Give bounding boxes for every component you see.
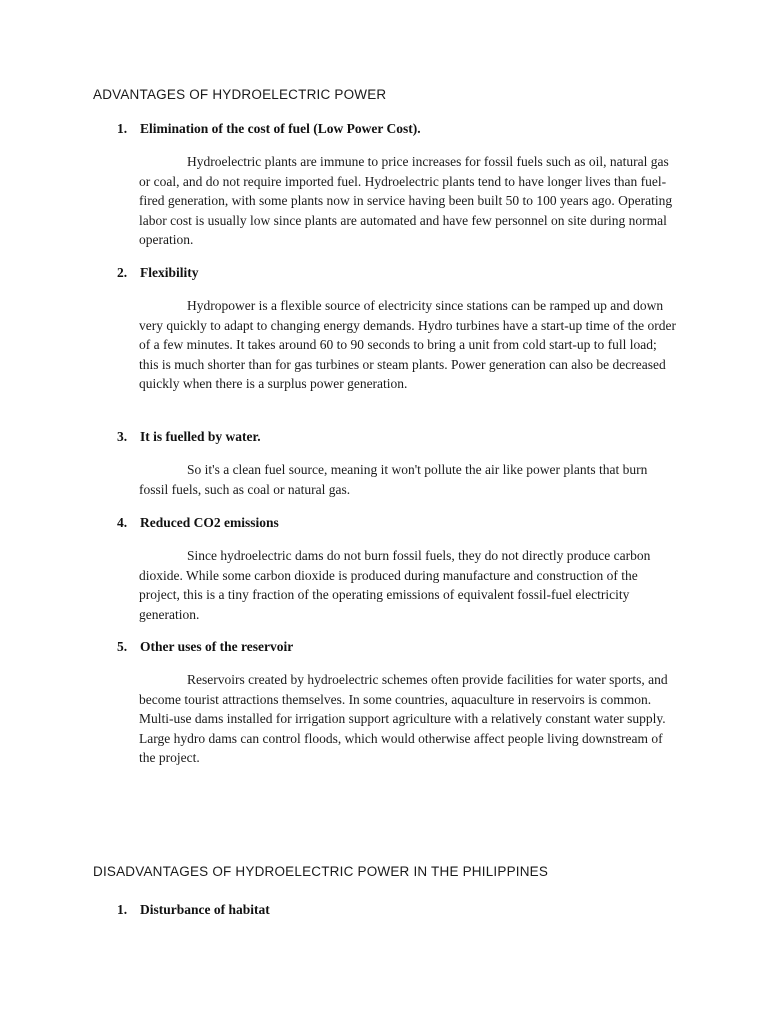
- item-title-text: It is fuelled by water.: [140, 429, 261, 444]
- item-number: 2.: [117, 265, 128, 280]
- advantage-item-2-title: [117, 265, 199, 281]
- advantage-item-4-body: Since hydroelectric dams do not burn fossil fuels, they do not directly produce carbon dioxide. While some carbon dioxide is produced during manufacture and construction of the project, this is a tiny fraction of the operating emissions of equivalent fossil-fuel electricity generation.: [139, 548, 651, 622]
- item-number: 3.: [117, 429, 128, 444]
- advantage-item-2-body: Hydropower is a flexible source of electricity since stations can be ramped up and down very quickly to adapt to changing energy demands. Hydro turbines have a start-up time of the order of a few minutes. It takes around 60 to 90 seconds to bring a unit from cold start-up to full load; this is much shorter than for gas turbines or steam plants. Power generation can also be decreased quickly when there is a surplus power generation.: [139, 298, 676, 391]
- item-title-text: Reduced CO2 emissions: [140, 515, 279, 530]
- item-title-text: Flexibility: [140, 265, 199, 280]
- advantage-item-3-body: So it's a clean fuel source, meaning it won't pollute the air like power plants that burn fossil fuels, such as coal or natural gas.: [139, 462, 648, 497]
- item-title-text: Disturbance of habitat: [140, 902, 270, 917]
- item-number: 5.: [117, 639, 128, 654]
- advantage-item-3-title: [117, 429, 261, 445]
- advantage-item-1-body: Hydroelectric plants are immune to price increases for fossil fuels such as oil, natural gas or coal, and do not require imported fuel. Hydroelectric plants tend to have longer lives than fuel-fired generation, with some plants now in service having been built 50 to 100 years ago. Operating labor cost is usually low since plants are automated and have few personnel on site during normal operation.: [139, 154, 673, 247]
- disadvantage-item-1-title: [117, 902, 270, 918]
- item-number: 4.: [117, 515, 128, 530]
- disadvantages-heading: DISADVANTAGES OF HYDROELECTRIC POWER IN THE PHILIPPINES: [93, 864, 549, 879]
- item-title-text: Elimination of the cost of fuel (Low Power Cost).: [140, 121, 421, 136]
- item-number: 1.: [117, 121, 128, 136]
- advantage-item-5-body: Reservoirs created by hydroelectric schemes often provide facilities for water sports, and become tourist attractions themselves. In some countries, aquaculture in reservoirs is common. Multi-use dams installed for irrigation support agriculture with a relatively constant water supply. Large hydro dams can control floods, which would otherwise affect people living downstream of the project.: [139, 672, 668, 765]
- advantage-item-5-title: [117, 639, 293, 655]
- advantages-heading: ADVANTAGES OF HYDROELECTRIC POWER: [93, 87, 387, 102]
- item-title-text: Other uses of the reservoir: [140, 639, 294, 654]
- item-number: 1.: [117, 902, 128, 917]
- advantage-item-1-title: [117, 121, 421, 137]
- advantage-item-4-title: [117, 515, 279, 531]
